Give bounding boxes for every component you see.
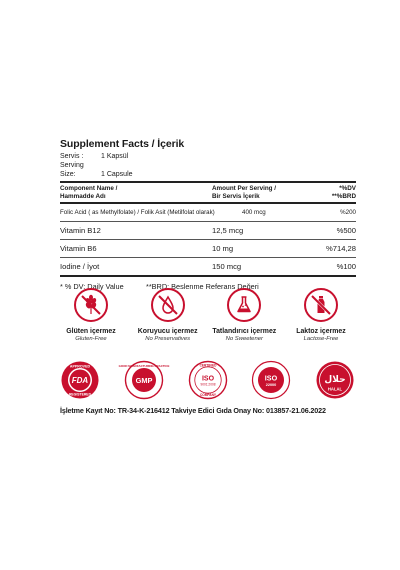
row-dv: %200	[340, 209, 356, 216]
iso2-num-text: 22000	[265, 383, 277, 387]
iso-9001-badge	[188, 360, 228, 400]
serving-size-label: Serving Size:	[60, 162, 84, 178]
header-amount-line2: Bir Servis İçerik	[212, 192, 260, 200]
bottle-icon	[304, 288, 338, 322]
lactose-free-sub: Lactose-Free	[303, 336, 339, 342]
header-component-line1: Component Name /	[60, 185, 118, 192]
row-amount: 12,5 mcg	[212, 226, 244, 235]
iso1-top-text: CERTIFIED	[199, 363, 216, 368]
no-sweetener-sub: No Sweetener	[225, 336, 263, 342]
header-component	[60, 185, 212, 200]
gluten-free-label: Glüten içermez	[66, 328, 116, 335]
lactose-free-label: Laktoz içermez	[296, 328, 346, 335]
legend-dv: * % DV: Daily Value	[60, 282, 124, 291]
header-amount-line1: Amount Per Serving /	[212, 185, 277, 192]
legend-brd: **BRD: Beslenme Referans Değeri	[146, 282, 259, 291]
row-name: Iodine / İyot	[60, 262, 100, 271]
servis-label: Servis :	[60, 153, 84, 160]
iso1-bottom-text: COMPANY	[199, 393, 216, 397]
supplement-facts-panel	[60, 138, 356, 291]
header-amount	[212, 185, 320, 200]
row-name: Vitamin B6	[60, 244, 97, 253]
header-dv-line2: **%BRD	[331, 192, 356, 200]
row-dv: %100	[336, 262, 356, 271]
free-from-icons	[56, 288, 356, 343]
servis-line	[60, 152, 356, 161]
gmp-mid-text: GMP	[135, 375, 153, 385]
row-dv: %714,28	[326, 244, 356, 253]
halal-badge	[315, 360, 355, 400]
wheat-icon	[74, 288, 108, 322]
facts-row	[60, 257, 356, 275]
row-amount: 150 mcg	[212, 262, 242, 271]
no-preservatives-sub: No Preservatives	[145, 336, 191, 342]
row-amount: 10 mg	[212, 244, 234, 253]
serving-size-value: 1 Capsule	[101, 171, 133, 178]
facts-row	[60, 204, 356, 221]
iso2-mid-text: ISO	[265, 373, 278, 383]
certification-badges	[60, 360, 355, 400]
gluten-free-sub: Gluten-Free	[75, 336, 107, 342]
facts-row	[60, 221, 356, 239]
iso1-mid-text: ISO	[201, 375, 214, 383]
header-dv-line1: *%DV	[339, 185, 356, 192]
facts-title: Supplement Facts / İçerik	[60, 138, 185, 150]
row-name: Vitamin B12	[60, 226, 101, 235]
halal-bottom-text: HALAL	[327, 386, 343, 392]
registration-footer: İşletme Kayıt No: TR-34-K-216412 Takviye Edici Gıda Onay No: 013857-21.06.2022	[60, 406, 326, 415]
flask-icon	[227, 288, 261, 322]
iso-22000-badge	[251, 360, 291, 400]
facts-row	[60, 239, 356, 257]
header-dv	[320, 185, 356, 200]
halal-arabic-text: حلال	[324, 375, 346, 385]
fda-bottom-text: REGISTERED	[68, 392, 92, 397]
row-name: Folic Acid ( as Methylfolate) / Folik Asit (Metilfolat olarak)	[60, 209, 215, 216]
gluten-free-item	[56, 288, 126, 343]
no-sweetener-label: Tatlandırıcı içermez	[212, 328, 277, 335]
servis-value: 1 Kapsül	[101, 153, 129, 160]
no-preservatives-item	[133, 288, 203, 343]
gmp-ring-text: GOOD MANUFACTURING PRACTICE	[118, 363, 170, 368]
facts-header-row	[60, 183, 356, 202]
header-component-line2: Hammadde Adı	[60, 192, 106, 200]
serving-size-line	[60, 161, 356, 179]
no-preservatives-label: Koruyucu içermez	[137, 328, 198, 335]
no-sweetener-item	[209, 288, 279, 343]
row-dv: %500	[336, 226, 356, 235]
row-amount: 400 mcg	[242, 209, 266, 216]
fda-top-text: APPROVED	[69, 364, 91, 369]
divider-thick-3	[60, 275, 356, 277]
lactose-free-item	[286, 288, 356, 343]
fda-mid-text: FDA	[71, 376, 89, 386]
drop-icon	[151, 288, 185, 322]
fda-badge	[60, 360, 100, 400]
iso1-num-text: 9001:2008	[199, 382, 216, 387]
gmp-badge	[118, 360, 170, 400]
